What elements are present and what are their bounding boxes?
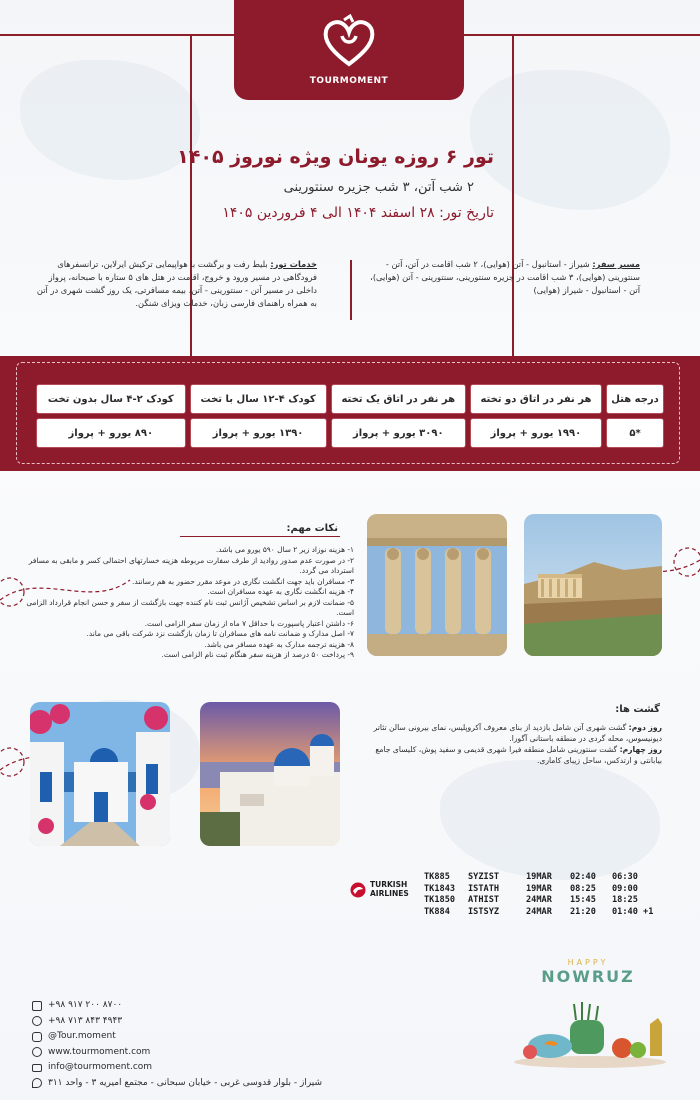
route-block [365, 258, 640, 297]
nowruz-greeting [528, 958, 648, 986]
contact-email[interactable] [32, 1060, 362, 1076]
flight-date: 24MAR [526, 906, 552, 917]
logo-header [234, 0, 464, 100]
airline-name-line: AIRLINES [370, 889, 409, 898]
world-map-background [470, 70, 670, 210]
table-row [424, 907, 676, 919]
contact-phone-office[interactable] [32, 1014, 362, 1030]
frame-line [512, 34, 514, 356]
services-label: خدمات تور: [270, 259, 317, 269]
tour-day-text: گشت سنتورینی شامل منطقه فیرا شهری قدیمی و سفید پوش، کلیسای جامع بیابانتی و ارتدکس، ساحل زیبای کاماری. [375, 745, 662, 765]
flight-route: ATHIST [468, 895, 500, 905]
flight-departure: 02:40 [570, 872, 596, 882]
website-link: www.tourmoment.com [48, 1046, 151, 1057]
contact-address [32, 1076, 362, 1092]
flight-arrival: 18:25 [612, 895, 638, 905]
flight-number: TK1850 [424, 895, 456, 905]
phone-icon [32, 1016, 42, 1026]
tours-block [372, 722, 662, 766]
list-item: ۸- هزینه ترجمه مدارک به عهده مسافر می باشد. [204, 639, 354, 649]
haft-sin-illustration [510, 1000, 670, 1070]
list-item: ۴- هزینه انگشت نگاری به عهده مسافران است. [207, 587, 354, 596]
tour-day-4 [372, 744, 662, 766]
page-title: تور ۶ روزه یونان ویژه نوروز ۱۴۰۵ [177, 146, 494, 168]
tours-title: گشت ها: [615, 704, 660, 715]
acropolis-photo [524, 514, 662, 656]
list-item: ۱- هزینه نوزاد زیر ۲ سال ۵۹۰ یورو می باشد. [215, 545, 354, 554]
table-header-cell: هر نفر در اتاق یک تخته [331, 384, 466, 414]
email-link: info@tourmoment.com [48, 1062, 153, 1072]
santorini-sunset-photo [200, 702, 340, 846]
santorini-street-photo [30, 702, 170, 846]
list-item: ۵- ضمانت لازم بر اساس تشخیص آژانس ثبت نام کننده جهت بازگشت از سفر و حسن انجام قرارداد الزامی است. [26, 597, 354, 617]
globe-icon [32, 1047, 42, 1057]
list-item: ۳- مسافران باید جهت انگشت نگاری در موعد مقرر حضور به هم رسانند. [131, 576, 354, 586]
address-text: شیراز - بلوار قدوسی غربی - خیابان سبحانی - مجتمع امیریه ۳ - واحد ۳۱۱ [48, 1077, 323, 1088]
airline-name-line: TURKISH [370, 880, 408, 889]
flight-arrival: 06:30 [612, 872, 638, 882]
tour-day-text: گشت شهری آتن شامل بازدید از بنای معروف آکروپلیس، نمای بیرونی سالن تئاتر دیونیسوس، محله گردی در منطقه باستانی آگورا. [373, 723, 662, 743]
world-map-background [20, 60, 200, 180]
instagram-handle: @Tour.moment [48, 1031, 116, 1041]
list-item: ۹- پرداخت ۵۰ درصد از هزینه سفر هنگام ثبت نام الزامی است. [161, 650, 354, 659]
table-cell-price: ۱۹۹۰ یورو + پرواز [470, 418, 602, 448]
list-item: ۲- در صورت عدم صدور روادید از طرف سفارت مربوطه هزینه خسارتهای احتمالی کسر و مابقی به مسافر استرداد می گردد. [28, 555, 354, 575]
flight-route: SYZIST [468, 872, 500, 882]
caryatids-photo [367, 514, 507, 656]
route-text: شیراز - استانبول - آتن (هوایی)، ۲ شب اقامت در آتن، آتن - سنتورینی (هوایی)، ۳ شب اقامت در جزیره سنتورینی، سنتورینی - آتن (هوایی)، آتن - استانبول - شیراز (هوایی) [370, 259, 640, 295]
table-header-cell: کودک ۴-۱۲ سال با تخت [190, 384, 327, 414]
contact-phone-mobile[interactable] [32, 998, 362, 1014]
notes-list [14, 545, 354, 661]
table-header-cell: هر نفر در اتاق دو تخته [470, 384, 602, 414]
table-row [424, 872, 676, 884]
table-cell-price: ۳۰۹۰ یورو + پرواز [331, 418, 466, 448]
table-row [424, 884, 676, 896]
frame-line [350, 260, 352, 320]
flight-date: 24MAR [526, 895, 552, 905]
frame-line [0, 34, 234, 36]
contact-instagram[interactable] [32, 1029, 362, 1045]
airline-name [370, 880, 409, 898]
table-cell-price: ۸۹۰ یورو + پرواز [36, 418, 186, 448]
flight-route: ISTSYZ [468, 906, 500, 917]
price-table [32, 380, 668, 452]
flight-arrival: 09:00 [612, 883, 638, 894]
frame-line [464, 34, 700, 36]
flight-date: 19MAR [526, 883, 552, 894]
contact-block [32, 998, 362, 1091]
flight-schedule [424, 872, 676, 918]
table-row [36, 418, 664, 448]
table-header-row [36, 384, 664, 414]
brand-name: TOURMOMENT [309, 76, 389, 86]
divider [180, 536, 340, 537]
services-block [32, 258, 317, 310]
notes-title: نکات مهم: [286, 523, 338, 534]
route-label: مسیر سفر: [592, 259, 640, 269]
flight-arrival: 01:40 +1 [612, 906, 654, 917]
price-section [0, 356, 700, 471]
table-header-cell: کودک ۲-۴ سال بدون تخت [36, 384, 186, 414]
nowruz-text: NOWRUZ [541, 967, 635, 986]
tour-day-label: روز دوم: [628, 723, 662, 732]
turkish-airlines-icon [350, 882, 366, 898]
flight-number: TK884 [424, 906, 450, 917]
tour-day-label: روز چهارم: [619, 745, 662, 754]
phone-number: +۹۸ ۹۱۷ ۲۰۰ ۸۷۰۰ [48, 1000, 123, 1010]
envelope-icon [32, 1064, 42, 1072]
flight-number: TK885 [424, 872, 450, 882]
mobile-phone-icon [32, 1001, 42, 1011]
happy-text: HAPPY [567, 958, 609, 967]
tour-date: تاریخ تور: ۲۸ اسفند ۱۴۰۴ الی ۴ فروردین ۱۴۰۵ [222, 205, 494, 221]
table-cell-price: ۱۳۹۰ یورو + پرواز [190, 418, 327, 448]
flight-departure: 08:25 [570, 883, 596, 894]
heart-logo-icon [320, 14, 378, 68]
location-pin-icon [32, 1078, 42, 1088]
table-cell-hotel-grade: *۵ [606, 418, 664, 448]
services-text: بلیط رفت و برگشت با هواپیمایی ترکیش ایرلاین، ترانسفرهای فرودگاهی در مسیر ورود و خروج، اقامت در هتل های ۵ ستاره با صبحانه، پرواز داخلی در مسیر آتن - سنتورینی - آتن، بیمه مسافرتی، یک روز گشت شهری در آتن به همراه راهنمای فارسی زبان، خدمات ویزای شنگن. [36, 259, 317, 308]
flight-departure: 15:45 [570, 895, 596, 905]
contact-website[interactable] [32, 1045, 362, 1061]
tour-day-2 [372, 722, 662, 744]
flight-date: 19MAR [526, 872, 552, 882]
instagram-icon [32, 1032, 42, 1042]
page-subtitle: ۲ شب آتن، ۳ شب جزیره سنتورینی [283, 180, 474, 195]
list-item: ۷- اصل مدارک و ضمانت نامه های مسافران تا زمان بازگشت نزد شرکت باقی می ماند. [86, 629, 354, 638]
flight-number: TK1843 [424, 883, 456, 894]
list-item: ۶- داشتن اعتبار پاسپورت با حداقل ۷ ماه از زمان سفر الزامی است. [144, 618, 354, 628]
flight-route: ISTATH [468, 883, 500, 894]
table-row [424, 895, 676, 907]
airline-logo [350, 880, 420, 904]
flight-departure: 21:20 [570, 906, 596, 917]
table-header-cell: درجه هتل [606, 384, 664, 414]
phone-number: +۹۸ ۷۱۳ ۸۴۳ ۴۹۴۳ [48, 1015, 123, 1026]
